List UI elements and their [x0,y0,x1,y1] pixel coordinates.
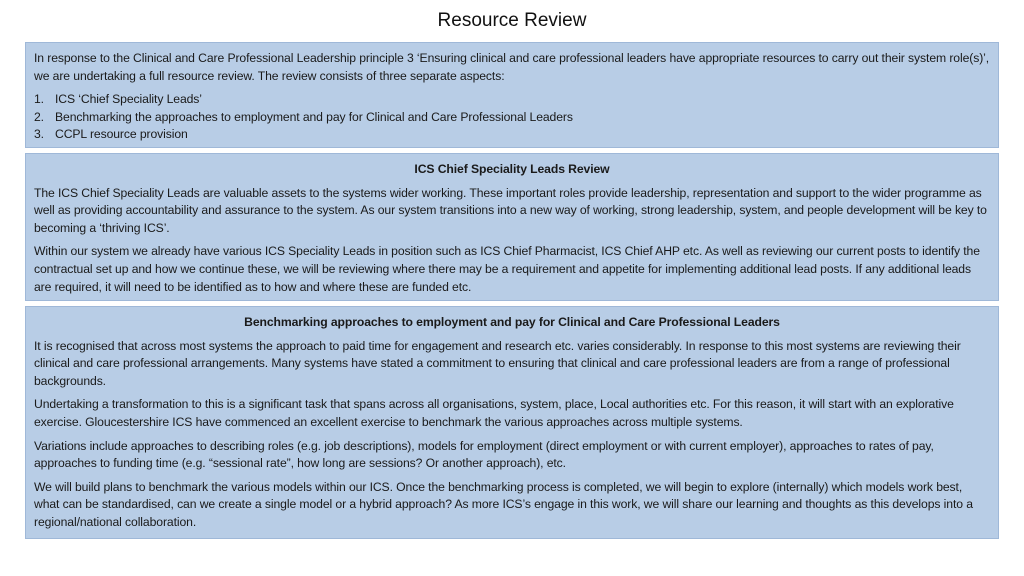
paragraph: The ICS Chief Speciality Leads are valuable assets to the systems wider working. These important roles provide leadership, representation and support to the wider programme as well as providing accountability and assurance to the system. As our system transitions into a new way of working, strong leadership, system, and people development will be key to becoming a ‘thriving ICS’. [34,185,987,235]
list-item-label: CCPL resource provision [55,127,188,142]
paragraph: It is recognised that across most systems the approach to paid time for engagement and research etc. varies considerably. In response to this most systems are reviewing their clinical and care professional arrangements. Many systems have stated a commitment to ensuring that clinical and care professional leaders are from a range of professional backgrounds. [34,338,961,388]
paragraph: Within our system we already have various ICS Speciality Leads in position such as ICS Chief Pharmacist, ICS Chief AHP etc. As well as reviewing our current posts to identify the contractual set up and how we continue these, we will be reviewing where there may be a requirement and appetite for implementing additional lead posts. If any additional leads are required, it will need to be identified as to how and where these are funded etc. [34,244,980,294]
intro-text: In response to the Clinical and Care Professional Leadership principle 3 ‘Ensuring clinical and care professional leaders have appropriate resources to carry out their system role(s)’, we are undertaking a full resource review. The review consists of three separate aspects: [34,51,990,83]
list-item-label: Benchmarking the approaches to employment and pay for Clinical and Care Professional Leaders [55,109,573,124]
section-heading: Benchmarking approaches to employment and pay for Clinical and Care Professional Leaders [244,315,780,329]
paragraph: We will build plans to benchmark the various models within our ICS. Once the benchmarking process is completed, we will begin to explore (internally) which models work best, what can be standardised, can we create a single model or a hybrid approach? As more ICS’s engage in this work, we will share our learning and thoughts as this develops into a regional/national collaboration. [34,479,973,529]
list-item-number: 2. [34,109,44,124]
list-item [34,126,990,144]
aspects-list [34,91,990,144]
list-item-label: ICS ‘Chief Speciality Leads’ [55,92,202,107]
intro-panel [25,42,999,148]
paragraph: Variations include approaches to describing roles (e.g. job descriptions), models for employment (direct employment or with current employer), approaches to rates of pay, approaches to funding time (e.g. “sessional rate”, how long are sessions? Or another approach), etc. [34,438,934,471]
list-item [34,109,990,127]
slide-title: Resource Review [437,10,587,31]
list-item-number: 3. [34,127,44,142]
section-heading: ICS Chief Speciality Leads Review [414,162,610,176]
benchmarking-panel [25,306,999,539]
paragraph: Undertaking a transformation to this is a significant task that spans across all organisations, system, place, Local authorities etc. For this reason, it will start with an explorative exercise. Gloucestershire ICS have commenced an excellent exercise to benchmark the various approaches across multiple systems. [34,397,954,429]
chief-speciality-leads-panel [25,153,999,301]
list-item-number: 1. [34,92,44,107]
list-item [34,91,990,109]
